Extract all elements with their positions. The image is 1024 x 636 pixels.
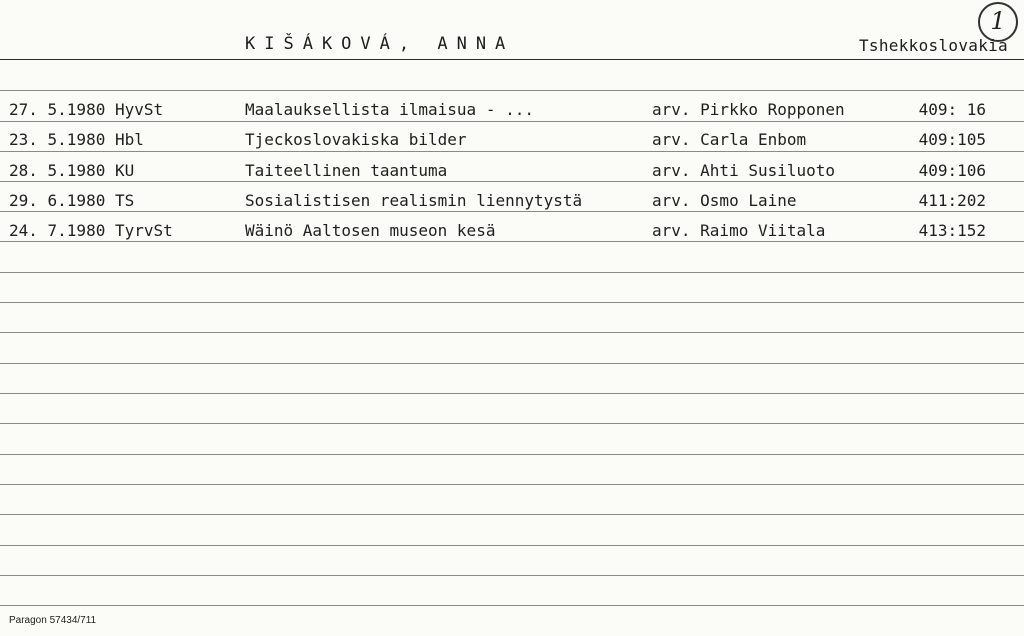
entry-reviewer: arv. Carla Enbom — [652, 130, 807, 149]
ruled-line — [0, 272, 1024, 273]
ruled-line — [0, 484, 1024, 485]
ruled-line — [0, 90, 1024, 91]
entry-reference: 409:106 — [918, 161, 986, 180]
ruled-line — [0, 575, 1024, 576]
entry-row — [0, 96, 1024, 124]
entry-date-source: 29. 6.1980 TS — [9, 191, 135, 210]
entry-row — [0, 126, 1024, 154]
ruled-line — [0, 393, 1024, 394]
entry-reference: 409:105 — [918, 130, 986, 149]
entry-date-source: 27. 5.1980 HyvSt — [9, 100, 164, 119]
entry-reviewer: arv. Osmo Laine — [652, 191, 797, 210]
ruled-line — [0, 454, 1024, 455]
header-rule — [0, 59, 1024, 60]
entry-reviewer: arv. Ahti Susiluoto — [652, 161, 836, 180]
entry-date-source: 28. 5.1980 KU — [9, 161, 135, 180]
ruled-line — [0, 423, 1024, 424]
entry-row — [0, 217, 1024, 245]
entry-title: Maalauksellista ilmaisua - ... — [245, 100, 534, 119]
country-label: Tshekkoslovakia — [859, 36, 1008, 55]
entry-date-source: 24. 7.1980 TyrvSt — [9, 221, 173, 240]
ruled-line — [0, 545, 1024, 546]
ruled-line — [0, 302, 1024, 303]
printer-imprint: Paragon 57434/711 — [9, 615, 97, 626]
entry-title: Wäinö Aaltosen museon kesä — [245, 221, 496, 240]
entry-reference: 413:152 — [918, 221, 986, 240]
entry-reference: 411:202 — [918, 191, 986, 210]
entry-date-source: 23. 5.1980 Hbl — [9, 130, 144, 149]
entry-row — [0, 187, 1024, 215]
ruled-line — [0, 514, 1024, 515]
entry-title: Sosialistisen realismin liennytystä — [245, 191, 583, 210]
entry-reviewer: arv. Pirkko Ropponen — [652, 100, 845, 119]
ruled-line — [0, 605, 1024, 606]
entry-title: Tjeckoslovakiska bilder — [245, 130, 467, 149]
entry-reference: 409: 16 — [918, 100, 986, 119]
entry-reviewer: arv. Raimo Viitala — [652, 221, 826, 240]
ruled-line — [0, 363, 1024, 364]
card-number-circle: 1 — [978, 2, 1018, 42]
person-name: KIŠÁKOVÁ, ANNA — [245, 34, 515, 54]
entry-title: Taiteellinen taantuma — [245, 161, 448, 180]
entry-row — [0, 157, 1024, 185]
ruled-line — [0, 332, 1024, 333]
